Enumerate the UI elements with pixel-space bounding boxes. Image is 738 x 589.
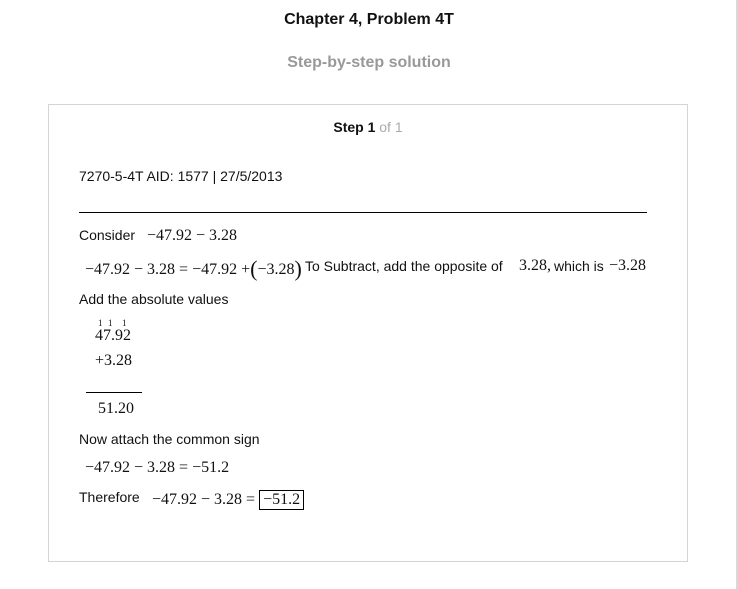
- final-expression: [152, 490, 304, 510]
- addend-one: 47.92: [95, 327, 131, 344]
- solution-subtitle: Step-by-step solution: [287, 54, 451, 71]
- step-count: of 1: [379, 119, 403, 135]
- absolute-values-label: Add the absolute values: [79, 291, 229, 307]
- addend-two: +3.28: [95, 352, 133, 369]
- divider: [79, 212, 647, 213]
- problem-meta: 7270-5-4T AID: 1577 | 27/5/2013: [79, 168, 283, 184]
- consider-expression: −47.92 − 3.28: [147, 227, 238, 244]
- step-header: [49, 119, 687, 135]
- opposite-value: 3.28,: [519, 257, 551, 274]
- therefore-label: Therefore: [79, 489, 140, 505]
- carry-digit: 1: [98, 318, 103, 328]
- subtract-explanation: To Subtract, add the opposite of: [305, 258, 503, 274]
- rewrite-left: −47.92 − 3.28 = −47.92 +: [85, 261, 251, 278]
- sum-line: [86, 392, 142, 393]
- rewrite-expression: −47.92 − 3.28 = −47.92 +(−3.28): [85, 256, 302, 281]
- common-sign-label: Now attach the common sign: [79, 431, 260, 447]
- which-is-label: which is: [554, 258, 604, 274]
- common-sign-expression: −47.92 − 3.28 = −51.2: [85, 459, 230, 476]
- step-label: Step 1: [333, 119, 376, 135]
- carry-digit: 1: [108, 318, 113, 328]
- page-title: Chapter 4, Problem 4T: [284, 11, 454, 28]
- consider-label: Consider: [79, 227, 136, 243]
- solution-card: [48, 104, 688, 562]
- carry-digit: 1: [122, 318, 127, 328]
- final-expression-left: −47.92 − 3.28 =: [152, 491, 256, 508]
- opposite-negative: −3.28: [609, 257, 647, 274]
- rewrite-paren-value: −3.28: [257, 261, 295, 278]
- sum-result: 51.20: [98, 400, 134, 417]
- final-answer-box: −51.2: [259, 490, 304, 510]
